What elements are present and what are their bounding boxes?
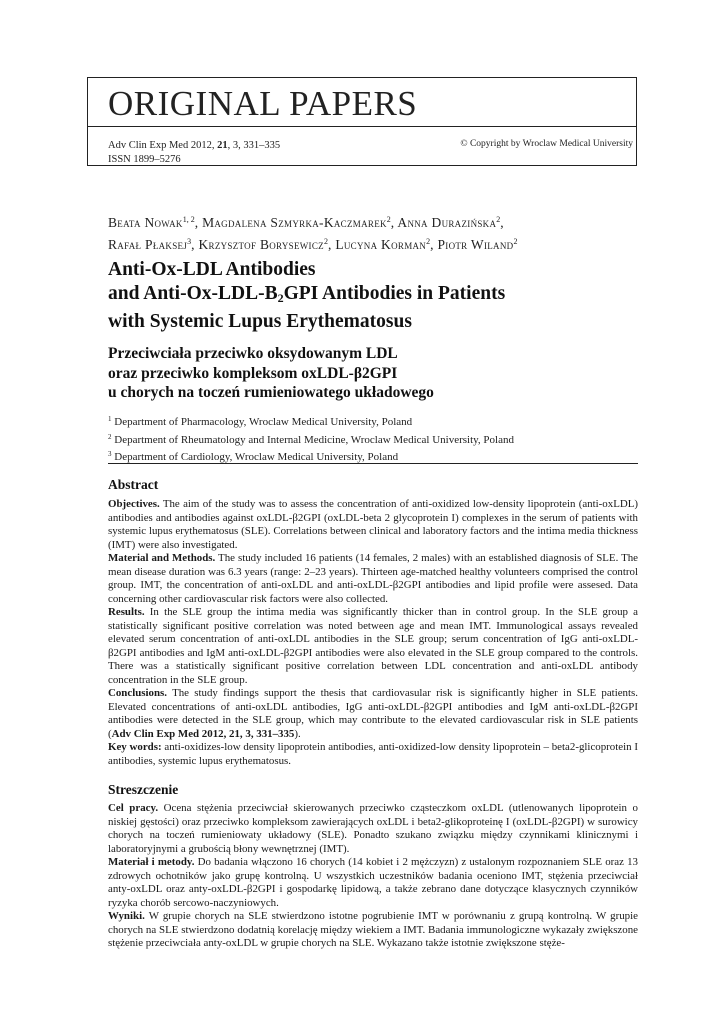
- title-line: Anti-Ox-LDL Antibodies: [108, 259, 316, 280]
- streszczenie-wyniki: Wyniki. W grupie chorych na SLE stwierdzono istotne pogrubienie IMT w porównaniu z grupą kontrolną. W grupie chorych na SLE stwierdzono dodatnią korelację między wiekiem a IMT. Badania immunologiczne wykazały zwiększone stężenie przeciwciała anty-oxLDL w grupie chorych na SLE. Wykazano także istotnie zwiększone stęże-: [108, 910, 638, 949]
- abstract-results: Results. In the SLE group the intima media was significantly thicker than in control group. In the SLE group a statistically significant positive correlation was noted between age and mean IMT. Immunological assays revealed elevated serum concentration of anti-oxLDL antibodies in the SLE group; serum concentration of IgG anti-oxLDL-β2GPI antibodies and IgM anti-oxLDL-β2GPI antibodies were also elevated in the SLE group compared to the controls. There was a statistically significant positive correlation between LDL concentration and anti-oxLDL antibody concentration in the SLE group.: [108, 606, 638, 686]
- affiliation: $^2$ Department of Rheumatology and Internal Medicine, Wroclaw Medical University, Poland: [108, 432, 514, 446]
- affiliation: $^3$ Department of Cardiology, Wroclaw Medical University, Poland: [108, 450, 399, 463]
- author: Beata Nowak$^{1, 2}$,: [108, 215, 203, 230]
- author: Lucyna Korman$^2$,: [335, 237, 438, 252]
- keywords-label: Key words:: [108, 741, 162, 753]
- title-line: Przeciwciała przeciwko oksydowanym LDL: [108, 345, 398, 362]
- author: Krzysztof Borysewicz$^2$,: [198, 237, 336, 252]
- keywords-text: anti-oxidizes-low density lipoprotein antibodies, anti-oxidized-low density lipoprotein – beta2-glicoprotein I antibodies, systemic lupus erythematosus.: [108, 741, 638, 767]
- author-list: [108, 210, 628, 254]
- affiliation: $^1$ Department of Pharmacology, Wroclaw Medical University, Poland: [108, 415, 413, 428]
- article-title-english: [108, 258, 628, 334]
- section-type-title: ORIGINAL PAPERS: [108, 84, 418, 123]
- title-line: oraz przeciwko kompleksom oxLDL-β2GPI: [108, 364, 398, 382]
- abstract-conclusions: Conclusions. The study findings support the thesis that cardiovasular risk is significantly higher in SLE patients. Elevated concentrations of anti-oxLDL antibodies, IgG anti-oxLDL-β2GPI antibodies and IgM anti-oxLDL-β2GPI antibodies were detected in the SLE group, which may contribute to the elevated cardiovascular risk in SLE patients (Adv Clin Exp Med 2012, 21, 3, 331–335).: [108, 687, 638, 740]
- author: Anna Durazińska$^2$,: [397, 215, 504, 230]
- abstract-body: [108, 498, 638, 741]
- author: Piotr Wiland$^2$: [437, 237, 518, 252]
- journal-citation: [108, 139, 280, 167]
- journal-volume: 21: [217, 140, 228, 151]
- author: Rafał Płaksej$^3$,: [108, 237, 199, 252]
- streszczenie-body: [108, 802, 638, 951]
- abstract-methods: Material and Methods. The study included 16 patients (14 females, 2 males) with an established diagnosis of SLE. The mean disease duration was 6.3 years (range: 2–23 years). Thirteen age-matched healthy volunteers comprised the control group. IMT, the concentration of anti-oxLDL and anti-oxLDL-β2GPI antibodies and lipid profile were assesed. Data concerning other cardiovascular risk factors were also collected.: [108, 552, 639, 605]
- article-title-polish: [108, 344, 628, 403]
- streszczenie-material: Materiał i metody. Do badania włączono 16 chorych (14 kobiet i 2 mężczyzn) z ustalonym rozpoznaniem SLE oraz 13 zdrowych ochotników jako grupę kontrolną. U wszystkich uczestników badania oceniono IMT, stężenia przeciwciał anty-oxLDL oraz anty-oxLDL-β2GPI i gospodarkę lipidową, a także zebrano dane dotyczące klasycznych czynników ryzyka chorób sercowo-naczyniowych.: [108, 856, 638, 909]
- affiliations: [108, 412, 628, 465]
- title-line: u chorych na toczeń rumieniowatego układowego: [108, 384, 434, 401]
- author: Magdalena Szmyrka-Kaczmarek$^2$,: [202, 215, 398, 230]
- copyright-notice: © Copyright by Wroclaw Medical University: [460, 139, 633, 149]
- journal-suffix: , 3, 331–335: [227, 140, 281, 151]
- title-line: with Systemic Lupus Erythematosus: [108, 311, 412, 332]
- abstract-objectives: Objectives. The aim of the study was to assess the concentration of anti-oxidized low-density lipoprotein (anti-oxLDL) antibodies and antibodies against oxLDL-β2GPI (oxLDL-beta 2 glycoprotein I) complexes in the serum of patients with systemic lupus erythematosus (SLE). Correlations between clinical and laboratory factors and the intima media thickness (IMT) were also investigated.: [108, 498, 638, 551]
- title-line: and Anti-$Ox-LDL-B_2GPI$ Antibodies in Patients: [108, 283, 506, 305]
- abstract-heading: Abstract: [108, 477, 159, 492]
- journal-issn: ISSN 1899–5276: [108, 154, 181, 165]
- streszczenie-cel: Cel pracy. Ocena stężenia przeciwciał skierowanych przeciwko cząsteczkom oxLDL (utlenowanych lipoprotein o niskiej gęstości) oraz przeciwko kompleksom zawierających oxLDL i beta2-glikoproteinę I (oxLDL-β2GPI) w surowicy chorych na toczeń rumieniowaty układowy (SLE). Ponadto szukano związku między czynnikami klinicznymi i laboratoryjnymi a grubością błony wewnętrznej (IMT).: [108, 802, 638, 855]
- streszczenie-heading: Streszczenie: [108, 782, 179, 797]
- journal-prefix: Adv Clin Exp Med 2012,: [108, 140, 218, 151]
- section-divider: [108, 463, 638, 464]
- keywords: [108, 741, 638, 768]
